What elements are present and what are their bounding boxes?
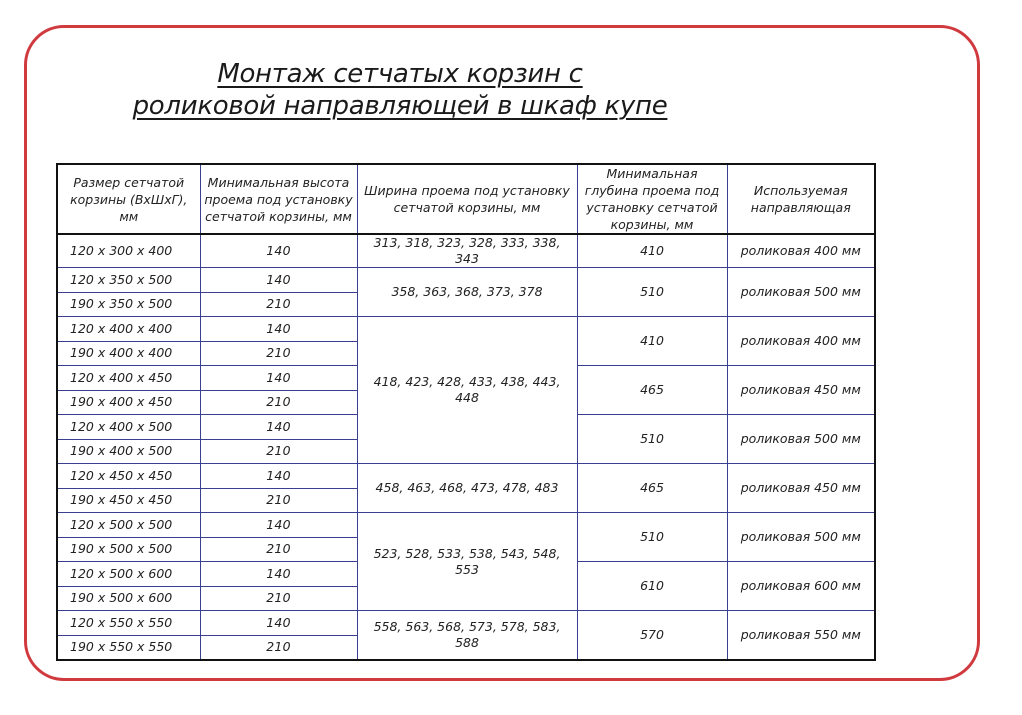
min-height-cell: 140: [200, 513, 357, 538]
depth-cell: 465: [577, 464, 727, 513]
size-cell: 190 x 400 x 500: [57, 439, 200, 464]
table-row: [57, 268, 875, 293]
size-cell: 120 x 500 x 500: [57, 513, 200, 538]
size-cell: 190 x 500 x 600: [57, 586, 200, 611]
width-cell: 418, 423, 428, 433, 438, 443, 448: [357, 317, 577, 464]
depth-cell: 610: [577, 562, 727, 611]
basket-spec-table: [56, 163, 876, 661]
min-height-cell: 210: [200, 635, 357, 660]
size-cell: 120 x 450 x 450: [57, 464, 200, 489]
min-height-cell: 210: [200, 341, 357, 366]
size-cell: 190 x 500 x 500: [57, 537, 200, 562]
depth-cell: 510: [577, 415, 727, 464]
guide-cell: роликовая 400 мм: [727, 317, 875, 366]
header-guide: Используемая направляющая: [727, 164, 875, 234]
header-size: Размер сетчатой корзины (ВхШхГ), мм: [57, 164, 200, 234]
size-cell: 120 x 350 x 500: [57, 268, 200, 293]
table-header-row: [57, 164, 875, 234]
header-min-depth: Минимальная глубина проема под установку сетчатой корзины, мм: [577, 164, 727, 234]
size-cell: 190 x 400 x 450: [57, 390, 200, 415]
guide-cell: роликовая 600 мм: [727, 562, 875, 611]
depth-cell: 410: [577, 234, 727, 268]
guide-cell: роликовая 400 мм: [727, 234, 875, 268]
size-cell: 120 x 400 x 400: [57, 317, 200, 342]
size-cell: 120 x 400 x 450: [57, 366, 200, 391]
depth-cell: 410: [577, 317, 727, 366]
min-height-cell: 140: [200, 366, 357, 391]
min-height-cell: 140: [200, 317, 357, 342]
depth-cell: 570: [577, 611, 727, 660]
table-row: [57, 611, 875, 636]
min-height-cell: 140: [200, 562, 357, 587]
title-line-2: роликовой направляющей в шкаф купе: [132, 91, 668, 121]
page-title: [100, 58, 700, 122]
table-row: [57, 513, 875, 538]
min-height-cell: 140: [200, 234, 357, 268]
min-height-cell: 210: [200, 586, 357, 611]
size-cell: 120 x 300 x 400: [57, 234, 200, 268]
depth-cell: 510: [577, 513, 727, 562]
table-row: [57, 234, 875, 268]
title-line-1: Монтаж сетчатых корзин с: [217, 59, 583, 89]
min-height-cell: 210: [200, 488, 357, 513]
table-row: [57, 317, 875, 342]
size-cell: 190 x 450 x 450: [57, 488, 200, 513]
min-height-cell: 210: [200, 439, 357, 464]
min-height-cell: 210: [200, 292, 357, 317]
width-cell: 523, 528, 533, 538, 543, 548, 553: [357, 513, 577, 611]
min-height-cell: 140: [200, 464, 357, 489]
min-height-cell: 210: [200, 537, 357, 562]
width-cell: 558, 563, 568, 573, 578, 583, 588: [357, 611, 577, 660]
table-row: [57, 464, 875, 489]
guide-cell: роликовая 550 мм: [727, 611, 875, 660]
size-cell: 190 x 350 x 500: [57, 292, 200, 317]
size-cell: 190 x 400 x 400: [57, 341, 200, 366]
header-width: Ширина проема под установку сетчатой корзины, мм: [357, 164, 577, 234]
width-cell: 358, 363, 368, 373, 378: [357, 268, 577, 317]
guide-cell: роликовая 500 мм: [727, 268, 875, 317]
min-height-cell: 140: [200, 611, 357, 636]
guide-cell: роликовая 450 мм: [727, 366, 875, 415]
min-height-cell: 140: [200, 415, 357, 440]
depth-cell: 510: [577, 268, 727, 317]
header-min-height: Минимальная высота проема под установку сетчатой корзины, мм: [200, 164, 357, 234]
guide-cell: роликовая 500 мм: [727, 513, 875, 562]
depth-cell: 465: [577, 366, 727, 415]
min-height-cell: 140: [200, 268, 357, 293]
guide-cell: роликовая 500 мм: [727, 415, 875, 464]
size-cell: 120 x 500 x 600: [57, 562, 200, 587]
width-cell: 458, 463, 468, 473, 478, 483: [357, 464, 577, 513]
guide-cell: роликовая 450 мм: [727, 464, 875, 513]
size-cell: 120 x 400 x 500: [57, 415, 200, 440]
size-cell: 120 x 550 x 550: [57, 611, 200, 636]
width-cell: 313, 318, 323, 328, 333, 338, 343: [357, 234, 577, 268]
size-cell: 190 x 550 x 550: [57, 635, 200, 660]
min-height-cell: 210: [200, 390, 357, 415]
